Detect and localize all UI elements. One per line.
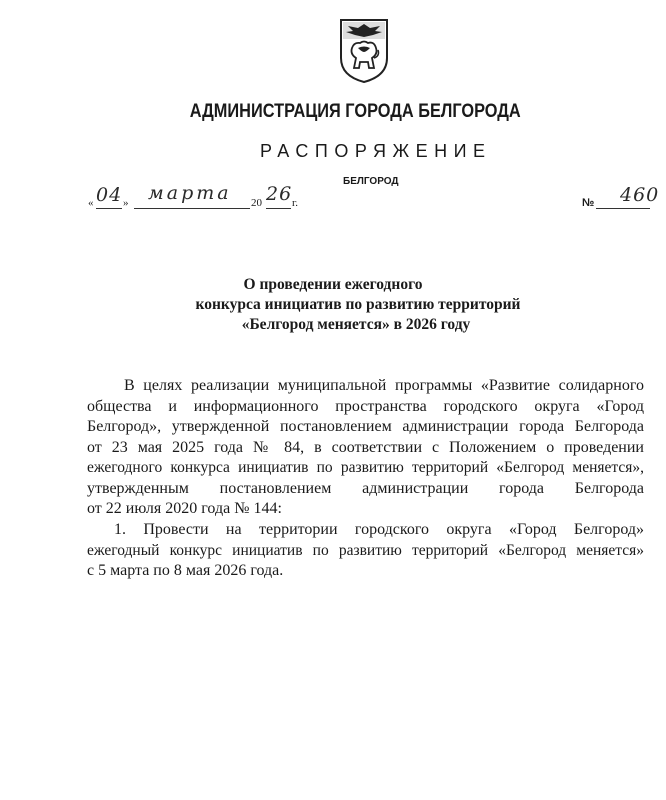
organization-name: АДМИНИСТРАЦИЯ ГОРОДА БЕЛГОРОДА	[189, 101, 521, 122]
coat-of-arms-icon	[338, 18, 390, 84]
paragraph-line: 1. Провести на территории городского округа «Город Белгород»	[114, 521, 644, 538]
document-number: 460	[620, 184, 660, 206]
preamble-paragraph	[87, 376, 644, 520]
day-underline	[96, 208, 122, 209]
title-line: конкурса инициатив по развитию территорий	[195, 296, 521, 313]
date-month: марта	[148, 182, 232, 204]
number-underline	[596, 208, 650, 209]
year-underline	[266, 208, 291, 209]
paragraph-line: Белгород», утвержденной постановлением администрации города Белгорода	[87, 418, 644, 435]
paragraph-line: ежегодного конкурса инициатив по развитию территорий «Белгород меняется»,	[87, 459, 644, 476]
document-date	[86, 184, 326, 216]
date-day: 04	[96, 184, 123, 206]
paragraph-line: В целях реализации муниципальной программы «Развитие солидарного	[124, 377, 644, 394]
paragraph-line: от 23 мая 2025 года № 84, в соответствии с Положением о проведении	[87, 438, 644, 456]
date-year-abbr: г.	[292, 197, 299, 209]
paragraph-line: общества и информационного пространства городского округа «Город	[87, 397, 644, 415]
date-close-quote: »	[123, 197, 129, 209]
title-line: О проведении ежегодного	[243, 276, 423, 293]
number-label: №	[582, 197, 595, 209]
paragraph-line: ежегодный конкурс инициатив по развитию территорий «Белгород меняется»	[87, 541, 644, 559]
title-line: «Белгород меняется» в 2026 году	[241, 316, 471, 333]
date-open-quote: «	[88, 197, 94, 209]
paragraph-line: от 22 июля 2020 года № 144:	[87, 500, 282, 517]
city-name: БЕЛГОРОД	[343, 176, 399, 187]
month-underline	[134, 208, 250, 209]
date-year-suffix: 26	[266, 183, 293, 205]
document-type: РАСПОРЯЖЕНИЕ	[260, 141, 492, 161]
paragraph-line: утвержденным постановлением администрации города Белгорода	[87, 479, 644, 497]
item-1-paragraph	[87, 520, 644, 582]
date-year-prefix: 20	[251, 197, 262, 209]
paragraph-line: с 5 марта по 8 мая 2026 года.	[87, 562, 284, 579]
